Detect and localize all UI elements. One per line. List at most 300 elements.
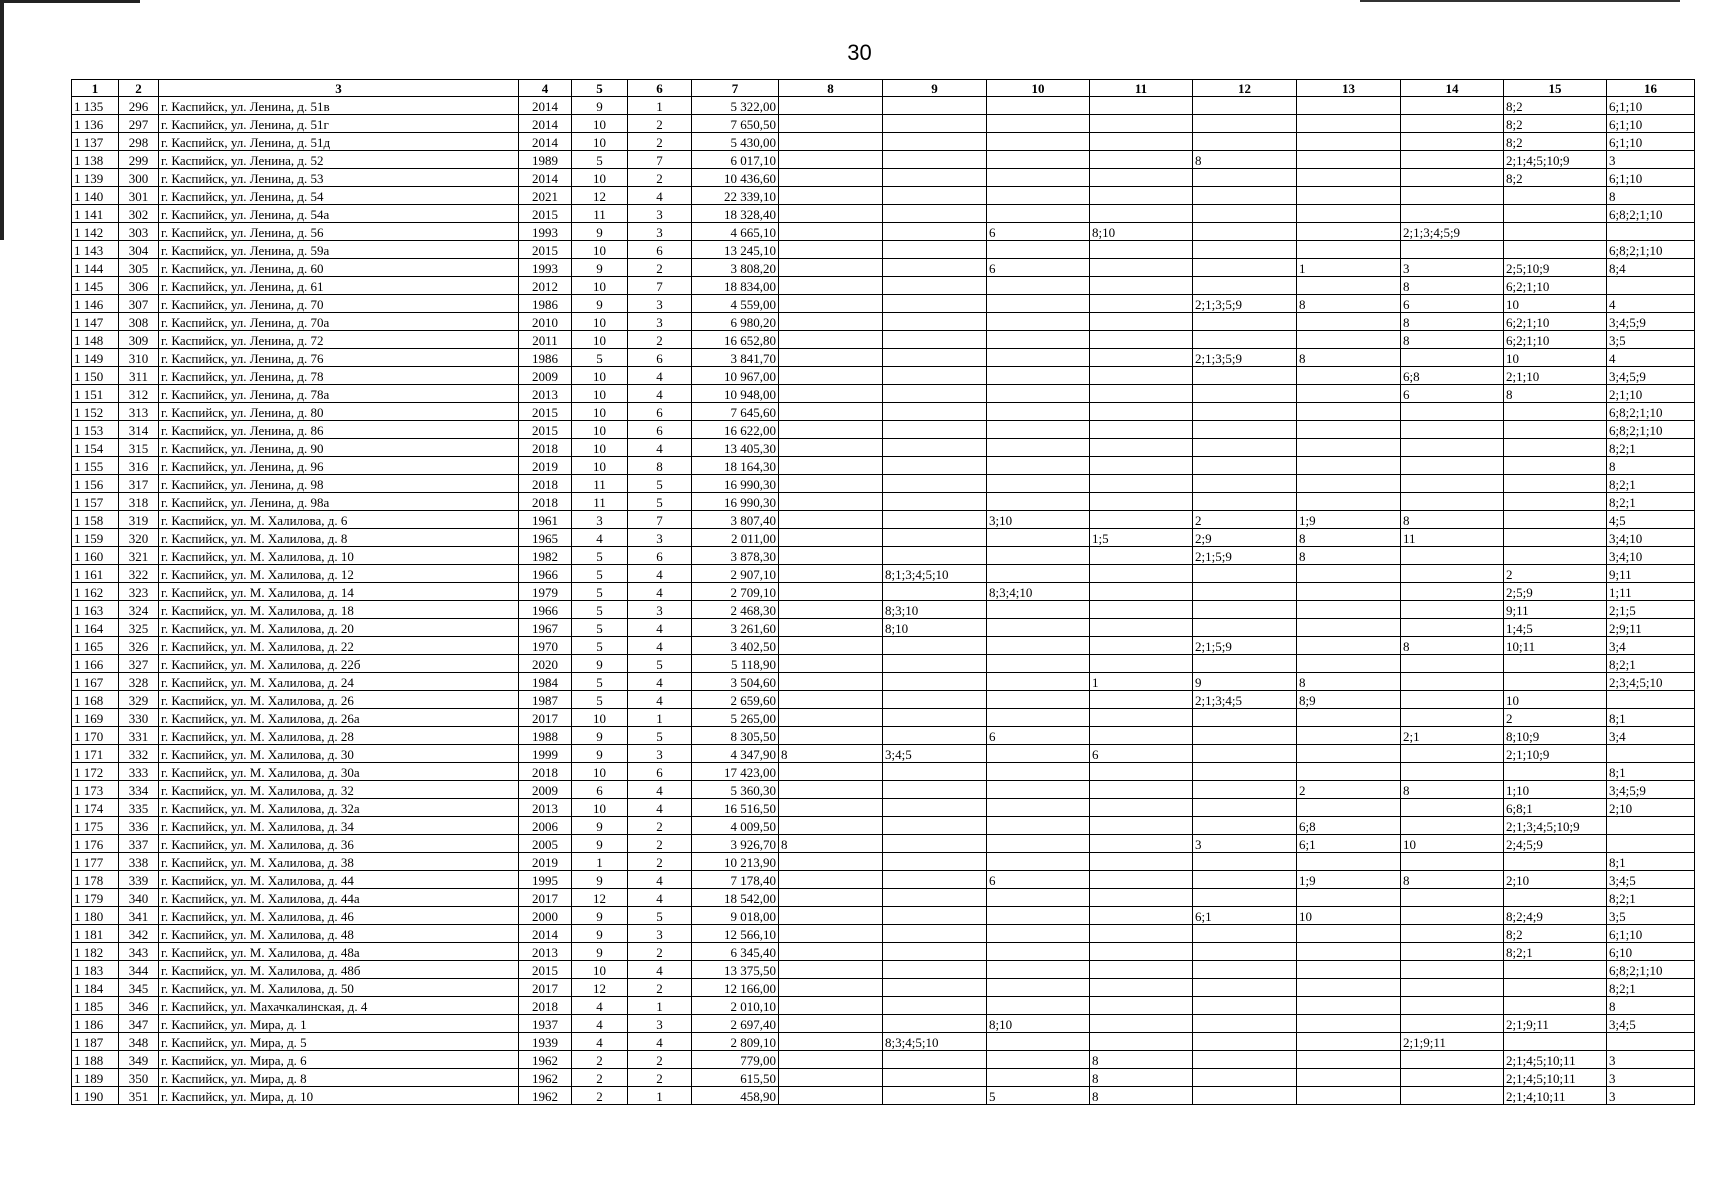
cell-col-10 (987, 781, 1090, 799)
cell-col-2: 326 (119, 637, 159, 655)
cell-col-4: 1987 (519, 691, 572, 709)
table-row (72, 997, 1695, 1015)
cell-col-11 (1090, 961, 1193, 979)
cell-col-12 (1193, 745, 1297, 763)
cell-col-5: 4 (572, 1033, 628, 1051)
cell-col-11 (1090, 403, 1193, 421)
cell-col-10 (987, 547, 1090, 565)
cell-col-5: 10 (572, 709, 628, 727)
cell-col-2: 309 (119, 331, 159, 349)
cell-col-6: 6 (628, 241, 692, 259)
cell-col-15: 2;1;4;5;10;9 (1504, 151, 1607, 169)
cell-col-5: 2 (572, 1087, 628, 1105)
cell-col-10 (987, 385, 1090, 403)
cell-col-6: 3 (628, 223, 692, 241)
cell-col-8 (779, 259, 883, 277)
cell-col-9 (883, 799, 987, 817)
cell-col-1: 1 177 (72, 853, 119, 871)
cell-col-2: 325 (119, 619, 159, 637)
cell-col-10 (987, 907, 1090, 925)
cell-col-6: 4 (628, 619, 692, 637)
cell-col-6: 5 (628, 493, 692, 511)
cell-col-12 (1193, 223, 1297, 241)
cell-col-6: 2 (628, 1069, 692, 1087)
cell-col-4: 1970 (519, 637, 572, 655)
cell-col-5: 9 (572, 223, 628, 241)
cell-col-11 (1090, 943, 1193, 961)
cell-col-12: 2;1;3;5;9 (1193, 349, 1297, 367)
column-header-7: 7 (692, 80, 779, 97)
cell-col-4: 2013 (519, 799, 572, 817)
table-row (72, 493, 1695, 511)
cell-col-9 (883, 133, 987, 151)
cell-col-7: 16 622,00 (692, 421, 779, 439)
cell-col-16: 8;2;1 (1607, 979, 1695, 997)
cell-col-11 (1090, 817, 1193, 835)
cell-col-2: 346 (119, 997, 159, 1015)
column-header-11: 11 (1090, 80, 1193, 97)
cell-col-12: 2 (1193, 511, 1297, 529)
cell-col-10 (987, 979, 1090, 997)
cell-col-3: г. Каспийск, ул. М. Халилова, д. 50 (159, 979, 519, 997)
cell-col-5: 6 (572, 781, 628, 799)
cell-col-2: 319 (119, 511, 159, 529)
cell-col-3: г. Каспийск, ул. Махачкалинская, д. 4 (159, 997, 519, 1015)
cell-col-15 (1504, 853, 1607, 871)
cell-col-8 (779, 637, 883, 655)
cell-col-16: 3;4 (1607, 637, 1695, 655)
cell-col-8 (779, 223, 883, 241)
cell-col-12: 2;9 (1193, 529, 1297, 547)
cell-col-7: 5 265,00 (692, 709, 779, 727)
cell-col-8 (779, 385, 883, 403)
cell-col-2: 343 (119, 943, 159, 961)
cell-col-12 (1193, 241, 1297, 259)
cell-col-4: 1989 (519, 151, 572, 169)
cell-col-4: 2019 (519, 457, 572, 475)
cell-col-9 (883, 151, 987, 169)
cell-col-9 (883, 439, 987, 457)
column-header-14: 14 (1401, 80, 1504, 97)
cell-col-1: 1 152 (72, 403, 119, 421)
cell-col-11 (1090, 241, 1193, 259)
cell-col-11 (1090, 439, 1193, 457)
cell-col-7: 9 018,00 (692, 907, 779, 925)
cell-col-11: 8;10 (1090, 223, 1193, 241)
cell-col-11 (1090, 979, 1193, 997)
cell-col-13 (1297, 979, 1401, 997)
cell-col-3: г. Каспийск, ул. М. Халилова, д. 12 (159, 565, 519, 583)
cell-col-14: 8 (1401, 331, 1504, 349)
column-header-6: 6 (628, 80, 692, 97)
cell-col-5: 9 (572, 943, 628, 961)
cell-col-14 (1401, 457, 1504, 475)
cell-col-6: 7 (628, 277, 692, 295)
cell-col-12 (1193, 943, 1297, 961)
cell-col-14 (1401, 115, 1504, 133)
cell-col-4: 1962 (519, 1069, 572, 1087)
cell-col-3: г. Каспийск, ул. Ленина, д. 52 (159, 151, 519, 169)
cell-col-6: 4 (628, 637, 692, 655)
cell-col-3: г. Каспийск, ул. М. Халилова, д. 26 (159, 691, 519, 709)
cell-col-15: 8;10;9 (1504, 727, 1607, 745)
cell-col-15: 2;10 (1504, 871, 1607, 889)
cell-col-9 (883, 223, 987, 241)
cell-col-7: 10 213,90 (692, 853, 779, 871)
cell-col-7: 458,90 (692, 1087, 779, 1105)
cell-col-8: 8 (779, 745, 883, 763)
cell-col-10: 6 (987, 259, 1090, 277)
cell-col-9 (883, 817, 987, 835)
cell-col-13 (1297, 313, 1401, 331)
cell-col-9 (883, 1015, 987, 1033)
cell-col-5: 10 (572, 799, 628, 817)
cell-col-6: 2 (628, 331, 692, 349)
cell-col-10 (987, 943, 1090, 961)
cell-col-1: 1 170 (72, 727, 119, 745)
cell-col-8 (779, 961, 883, 979)
cell-col-15: 2;1;4;10;11 (1504, 1087, 1607, 1105)
table-row (72, 187, 1695, 205)
cell-col-5: 10 (572, 277, 628, 295)
cell-col-15 (1504, 475, 1607, 493)
cell-col-2: 302 (119, 205, 159, 223)
cell-col-6: 4 (628, 583, 692, 601)
table-row (72, 511, 1695, 529)
cell-col-14: 8 (1401, 511, 1504, 529)
cell-col-12 (1193, 421, 1297, 439)
cell-col-4: 2018 (519, 439, 572, 457)
cell-col-15 (1504, 187, 1607, 205)
cell-col-13: 1 (1297, 259, 1401, 277)
cell-col-7: 13 375,50 (692, 961, 779, 979)
cell-col-4: 2015 (519, 205, 572, 223)
cell-col-4: 1993 (519, 259, 572, 277)
cell-col-14 (1401, 925, 1504, 943)
cell-col-2: 334 (119, 781, 159, 799)
table-row (72, 817, 1695, 835)
cell-col-12 (1193, 925, 1297, 943)
cell-col-9: 3;4;5 (883, 745, 987, 763)
cell-col-10: 6 (987, 871, 1090, 889)
cell-col-13: 10 (1297, 907, 1401, 925)
table-row (72, 673, 1695, 691)
cell-col-13: 6;1 (1297, 835, 1401, 853)
cell-col-9 (883, 511, 987, 529)
cell-col-14 (1401, 1069, 1504, 1087)
cell-col-14: 8 (1401, 871, 1504, 889)
cell-col-9 (883, 529, 987, 547)
cell-col-16 (1607, 817, 1695, 835)
cell-col-7: 779,00 (692, 1051, 779, 1069)
cell-col-11 (1090, 97, 1193, 115)
cell-col-7: 5 360,30 (692, 781, 779, 799)
cell-col-9 (883, 763, 987, 781)
cell-col-9 (883, 727, 987, 745)
cell-col-12 (1193, 169, 1297, 187)
cell-col-9 (883, 313, 987, 331)
cell-col-2: 324 (119, 601, 159, 619)
cell-col-11: 8 (1090, 1051, 1193, 1069)
cell-col-11 (1090, 349, 1193, 367)
cell-col-14 (1401, 439, 1504, 457)
cell-col-7: 3 504,60 (692, 673, 779, 691)
cell-col-2: 335 (119, 799, 159, 817)
cell-col-5: 5 (572, 151, 628, 169)
cell-col-3: г. Каспийск, ул. М. Халилова, д. 24 (159, 673, 519, 691)
cell-col-10 (987, 331, 1090, 349)
cell-col-8 (779, 349, 883, 367)
cell-col-16: 3 (1607, 1069, 1695, 1087)
cell-col-10: 3;10 (987, 511, 1090, 529)
cell-col-13 (1297, 493, 1401, 511)
cell-col-7: 7 645,60 (692, 403, 779, 421)
cell-col-2: 327 (119, 655, 159, 673)
cell-col-16: 3;5 (1607, 907, 1695, 925)
cell-col-3: г. Каспийск, ул. М. Халилова, д. 46 (159, 907, 519, 925)
cell-col-3: г. Каспийск, ул. Ленина, д. 76 (159, 349, 519, 367)
cell-col-4: 2000 (519, 907, 572, 925)
cell-col-5: 11 (572, 205, 628, 223)
table-row (72, 1051, 1695, 1069)
cell-col-7: 2 010,10 (692, 997, 779, 1015)
cell-col-11 (1090, 547, 1193, 565)
cell-col-11 (1090, 385, 1193, 403)
cell-col-8 (779, 403, 883, 421)
cell-col-2: 351 (119, 1087, 159, 1105)
cell-col-11 (1090, 583, 1193, 601)
cell-col-16: 8;4 (1607, 259, 1695, 277)
cell-col-13: 8 (1297, 349, 1401, 367)
cell-col-2: 306 (119, 277, 159, 295)
cell-col-14 (1401, 547, 1504, 565)
cell-col-3: г. Каспийск, ул. М. Халилова, д. 6 (159, 511, 519, 529)
cell-col-1: 1 184 (72, 979, 119, 997)
cell-col-3: г. Каспийск, ул. М. Халилова, д. 8 (159, 529, 519, 547)
cell-col-12 (1193, 187, 1297, 205)
cell-col-13 (1297, 133, 1401, 151)
cell-col-1: 1 166 (72, 655, 119, 673)
cell-col-1: 1 149 (72, 349, 119, 367)
cell-col-3: г. Каспийск, ул. М. Халилова, д. 18 (159, 601, 519, 619)
table-row (72, 295, 1695, 313)
cell-col-5: 2 (572, 1051, 628, 1069)
cell-col-8 (779, 799, 883, 817)
table-row (72, 277, 1695, 295)
cell-col-8 (779, 925, 883, 943)
cell-col-4: 1939 (519, 1033, 572, 1051)
table-row (72, 547, 1695, 565)
cell-col-16: 4 (1607, 295, 1695, 313)
cell-col-7: 18 328,40 (692, 205, 779, 223)
cell-col-15: 2;1;9;11 (1504, 1015, 1607, 1033)
cell-col-8 (779, 313, 883, 331)
cell-col-16: 3;4;5;9 (1607, 367, 1695, 385)
cell-col-16: 6;8;2;1;10 (1607, 421, 1695, 439)
cell-col-1: 1 179 (72, 889, 119, 907)
cell-col-5: 11 (572, 475, 628, 493)
cell-col-15: 6;2;1;10 (1504, 277, 1607, 295)
cell-col-14 (1401, 349, 1504, 367)
cell-col-4: 2005 (519, 835, 572, 853)
cell-col-4: 2014 (519, 133, 572, 151)
cell-col-14 (1401, 583, 1504, 601)
cell-col-16: 3;5 (1607, 331, 1695, 349)
cell-col-8 (779, 187, 883, 205)
cell-col-16: 8;2;1 (1607, 493, 1695, 511)
cell-col-8 (779, 565, 883, 583)
cell-col-16: 6;1;10 (1607, 169, 1695, 187)
cell-col-4: 1966 (519, 565, 572, 583)
cell-col-5: 12 (572, 187, 628, 205)
cell-col-13 (1297, 457, 1401, 475)
cell-col-9 (883, 1051, 987, 1069)
cell-col-6: 4 (628, 799, 692, 817)
cell-col-7: 10 436,60 (692, 169, 779, 187)
cell-col-10 (987, 151, 1090, 169)
cell-col-12: 2;1;3;4;5 (1193, 691, 1297, 709)
cell-col-12 (1193, 331, 1297, 349)
cell-col-11 (1090, 1033, 1193, 1051)
cell-col-2: 313 (119, 403, 159, 421)
column-header-10: 10 (987, 80, 1090, 97)
cell-col-7: 2 468,30 (692, 601, 779, 619)
cell-col-10 (987, 349, 1090, 367)
cell-col-11 (1090, 277, 1193, 295)
cell-col-3: г. Каспийск, ул. М. Халилова, д. 38 (159, 853, 519, 871)
cell-col-3: г. Каспийск, ул. М. Халилова, д. 10 (159, 547, 519, 565)
table-row (72, 223, 1695, 241)
cell-col-13 (1297, 277, 1401, 295)
cell-col-10 (987, 241, 1090, 259)
cell-col-1: 1 155 (72, 457, 119, 475)
cell-col-5: 10 (572, 313, 628, 331)
cell-col-15 (1504, 961, 1607, 979)
cell-col-6: 2 (628, 835, 692, 853)
cell-col-15: 8;2 (1504, 925, 1607, 943)
column-header-13: 13 (1297, 80, 1401, 97)
cell-col-15: 2;1;10;9 (1504, 745, 1607, 763)
cell-col-14 (1401, 907, 1504, 925)
cell-col-7: 5 322,00 (692, 97, 779, 115)
cell-col-4: 2018 (519, 763, 572, 781)
cell-col-7: 22 339,10 (692, 187, 779, 205)
cell-col-3: г. Каспийск, ул. Ленина, д. 80 (159, 403, 519, 421)
cell-col-15: 10 (1504, 349, 1607, 367)
cell-col-15 (1504, 241, 1607, 259)
cell-col-10 (987, 1069, 1090, 1087)
cell-col-11 (1090, 511, 1193, 529)
cell-col-1: 1 171 (72, 745, 119, 763)
cell-col-3: г. Каспийск, ул. М. Халилова, д. 22б (159, 655, 519, 673)
cell-col-5: 5 (572, 691, 628, 709)
cell-col-13 (1297, 709, 1401, 727)
cell-col-4: 1961 (519, 511, 572, 529)
cell-col-1: 1 165 (72, 637, 119, 655)
cell-col-14 (1401, 889, 1504, 907)
cell-col-6: 2 (628, 115, 692, 133)
cell-col-12 (1193, 709, 1297, 727)
cell-col-7: 3 807,40 (692, 511, 779, 529)
cell-col-1: 1 185 (72, 997, 119, 1015)
cell-col-13 (1297, 187, 1401, 205)
cell-col-15: 1;10 (1504, 781, 1607, 799)
cell-col-13 (1297, 223, 1401, 241)
cell-col-1: 1 150 (72, 367, 119, 385)
cell-col-10 (987, 925, 1090, 943)
cell-col-14 (1401, 1015, 1504, 1033)
cell-col-7: 13 245,10 (692, 241, 779, 259)
cell-col-14 (1401, 655, 1504, 673)
cell-col-13 (1297, 169, 1401, 187)
cell-col-8 (779, 1087, 883, 1105)
cell-col-14 (1401, 133, 1504, 151)
cell-col-11 (1090, 115, 1193, 133)
cell-col-11 (1090, 763, 1193, 781)
cell-col-12 (1193, 565, 1297, 583)
cell-col-15: 8;2 (1504, 169, 1607, 187)
cell-col-2: 336 (119, 817, 159, 835)
cell-col-6: 7 (628, 511, 692, 529)
cell-col-14: 2;1;9;11 (1401, 1033, 1504, 1051)
cell-col-8 (779, 475, 883, 493)
cell-col-10 (987, 295, 1090, 313)
table-row (72, 925, 1695, 943)
cell-col-13 (1297, 637, 1401, 655)
cell-col-11 (1090, 367, 1193, 385)
cell-col-1: 1 159 (72, 529, 119, 547)
cell-col-10 (987, 691, 1090, 709)
cell-col-10 (987, 187, 1090, 205)
cell-col-7: 18 164,30 (692, 457, 779, 475)
cell-col-11 (1090, 421, 1193, 439)
cell-col-5: 9 (572, 907, 628, 925)
cell-col-7: 2 907,10 (692, 565, 779, 583)
cell-col-1: 1 140 (72, 187, 119, 205)
cell-col-14 (1401, 853, 1504, 871)
cell-col-5: 10 (572, 961, 628, 979)
cell-col-12 (1193, 817, 1297, 835)
cell-col-16: 8;2;1 (1607, 889, 1695, 907)
table-row (72, 871, 1695, 889)
cell-col-8 (779, 511, 883, 529)
cell-col-2: 339 (119, 871, 159, 889)
cell-col-13 (1297, 1015, 1401, 1033)
cell-col-11 (1090, 637, 1193, 655)
cell-col-16: 6;8;2;1;10 (1607, 241, 1695, 259)
cell-col-6: 4 (628, 961, 692, 979)
cell-col-4: 1988 (519, 727, 572, 745)
cell-col-12: 6;1 (1193, 907, 1297, 925)
cell-col-15 (1504, 439, 1607, 457)
cell-col-16: 6;8;2;1;10 (1607, 961, 1695, 979)
cell-col-3: г. Каспийск, ул. Мира, д. 10 (159, 1087, 519, 1105)
cell-col-13 (1297, 403, 1401, 421)
cell-col-7: 13 405,30 (692, 439, 779, 457)
table-row (72, 151, 1695, 169)
table-row (72, 1069, 1695, 1087)
cell-col-12 (1193, 277, 1297, 295)
cell-col-1: 1 187 (72, 1033, 119, 1051)
cell-col-8 (779, 889, 883, 907)
cell-col-13 (1297, 331, 1401, 349)
cell-col-2: 312 (119, 385, 159, 403)
cell-col-8 (779, 997, 883, 1015)
cell-col-3: г. Каспийск, ул. Ленина, д. 96 (159, 457, 519, 475)
cell-col-9 (883, 943, 987, 961)
cell-col-15: 8;2;1 (1504, 943, 1607, 961)
cell-col-16: 8;2;1 (1607, 655, 1695, 673)
